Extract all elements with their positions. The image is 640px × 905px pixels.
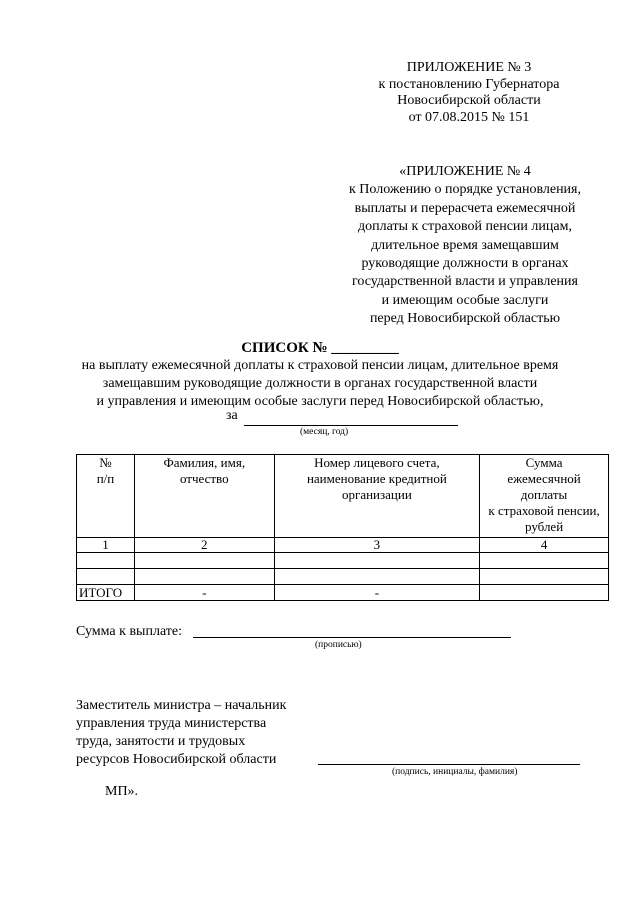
column-number: 4 [480,538,609,553]
total-cell: - [134,585,274,601]
header-text: наименование кредитной [306,471,447,486]
appendix-regulation-line: «ПРИЛОЖЕНИЕ № 4 [399,164,531,179]
appendix-regulation-line: доплаты к страховой пенсии лицам, [358,219,572,235]
table-cell [274,553,480,569]
header-cell-number [77,455,135,538]
column-number-row [77,538,609,553]
sum-payable-note: (прописью) [315,640,362,650]
period-fill-line [244,425,458,426]
appendix-header [364,60,574,126]
sum-payable-line [193,637,511,638]
total-cell: - [274,585,480,601]
signature-line [318,764,580,765]
period-note: (месяц, год) [300,427,349,437]
document-title: СПИСОК № _________ [241,340,399,356]
header-text: рублей [525,519,564,534]
appendix-header-line: ПРИЛОЖЕНИЕ № 3 [406,60,532,75]
header-text: ежемесячной [507,471,581,486]
period-label: за [226,408,238,423]
stamp-placeholder: МП». [105,784,139,799]
header-text: организации [342,487,412,502]
table-cell [134,569,274,585]
table-cell [274,569,480,585]
table-row [77,569,609,585]
appendix-header-line: Новосибирской области [397,93,541,108]
appendix-header-line: к постановлению Губернатора [378,76,560,92]
appendix-regulation-line: государственной власти и управления [352,274,578,290]
header-text: к страховой пенсии, [488,503,600,518]
signer-line: труда, занятости и трудовых [76,734,246,749]
header-text: доплаты [520,487,568,502]
table-header-row [77,455,609,538]
signer-line: ресурсов Новосибирской области [76,752,277,767]
header-text: № [99,455,112,470]
sum-payable-label: Сумма к выплате: [76,624,183,639]
document-subtitle [40,357,600,411]
table-cell [480,569,609,585]
signer-title [76,697,316,769]
total-cell [480,585,609,601]
appendix-header-line: от 07.08.2015 № 151 [408,109,530,125]
total-label: ИТОГО [77,585,135,601]
appendix-regulation-line: к Положению о порядке установления, [349,182,581,198]
table-cell [77,569,135,585]
subtitle-line: на выплату ежемесячной доплаты к страховой пенсии лицам, длительное время [81,358,559,373]
signer-line: Заместитель министра – начальник [76,698,287,713]
column-number: 2 [134,538,274,553]
column-number: 3 [274,538,480,553]
appendix-regulation-line: длительное время замещавшим [371,237,559,253]
appendix-regulation-line: и имеющим особые заслуги [381,292,549,308]
header-text: Сумма [525,455,563,470]
appendix-regulation-line: руководящие должности в органах [361,256,569,272]
table-cell [134,553,274,569]
column-number: 1 [77,538,135,553]
subtitle-line: и управления и имеющим особые заслуги перед Новосибирской областью, [96,394,544,409]
table-row [77,553,609,569]
header-text: Номер лицевого счета, [314,455,440,470]
payment-table [76,454,609,601]
header-text: отчество [179,471,229,486]
appendix-regulation-line: перед Новосибирской областью [369,311,561,327]
signature-note: (подпись, инициалы, фамилия) [392,767,518,777]
header-cell-name [134,455,274,538]
table-cell [480,553,609,569]
header-text: Фамилия, имя, [163,455,246,470]
table-cell [77,553,135,569]
appendix-regulation [320,163,610,329]
signer-line: управления труда министерства [76,716,267,731]
header-text: п/п [96,471,115,486]
subtitle-line: замещавшим руководящие должности в органах государственной власти [102,376,538,391]
header-cell-amount [480,455,609,538]
appendix-regulation-line: выплаты и перерасчета ежемесячной [354,200,576,216]
total-row [77,585,609,601]
header-cell-account [274,455,480,538]
